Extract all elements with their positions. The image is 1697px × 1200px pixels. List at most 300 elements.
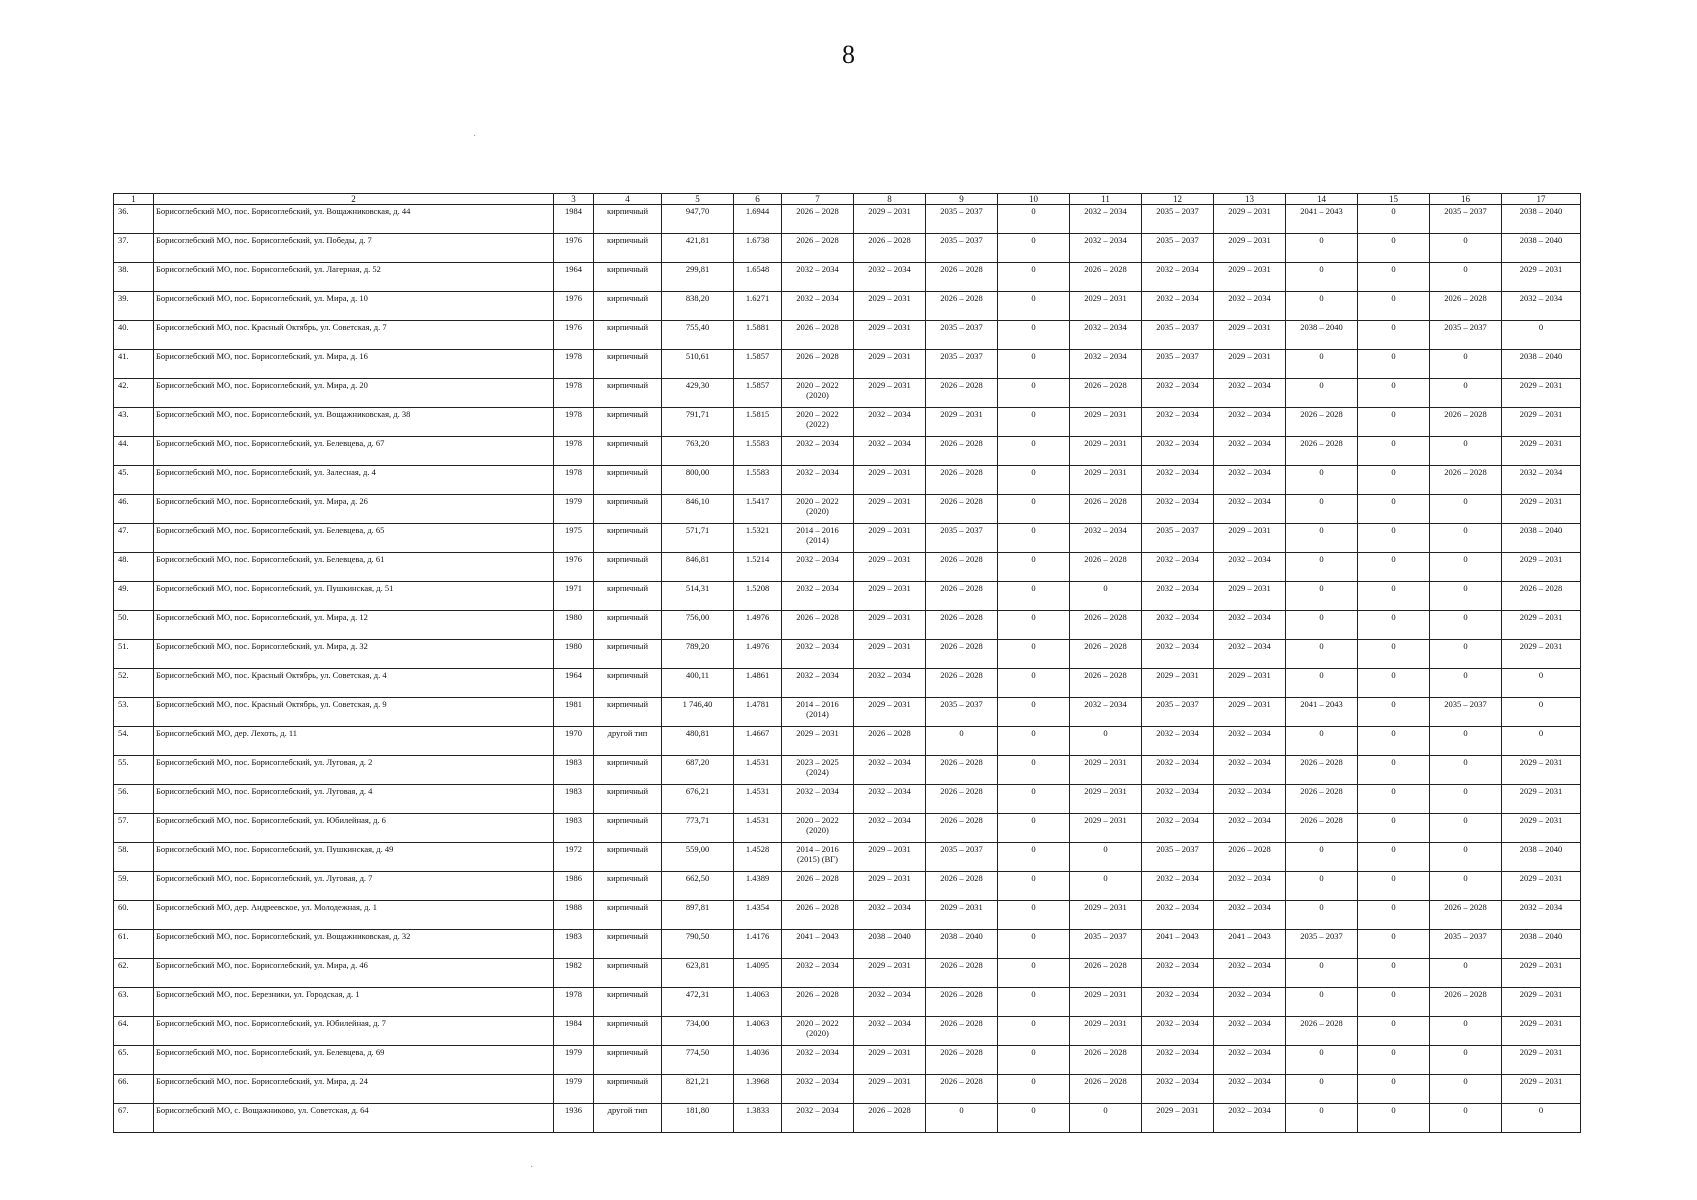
table-cell: 2026 – 2028 [782, 988, 854, 1017]
table-cell: 774,50 [662, 1046, 734, 1075]
table-cell: 2029 – 2031 [1502, 408, 1581, 437]
table-cell: 2029 – 2031 [1502, 872, 1581, 901]
table-cell: 0 [1430, 1104, 1502, 1133]
table-cell: 0 [1358, 988, 1430, 1017]
table-cell: кирпичный [594, 988, 662, 1017]
table-cell: 2029 – 2031 [1502, 959, 1581, 988]
table-cell: 1.4063 [734, 988, 782, 1017]
table-cell: 2029 – 2031 [1070, 756, 1142, 785]
table-cell: 1980 [554, 611, 594, 640]
table-cell: 2038 – 2040 [1502, 350, 1581, 379]
table-cell: 662,50 [662, 872, 734, 901]
table-cell: 0 [1286, 611, 1358, 640]
table-cell: кирпичный [594, 234, 662, 263]
column-header: 6 [734, 194, 782, 205]
table-cell: 2032 – 2034 [782, 1046, 854, 1075]
table-cell: 2029 – 2031 [1070, 814, 1142, 843]
column-header: 14 [1286, 194, 1358, 205]
table-cell: 2032 – 2034 [1142, 495, 1214, 524]
column-header: 7 [782, 194, 854, 205]
table-cell: 2026 – 2028 [1070, 1075, 1142, 1104]
table-cell: 2032 – 2034 [854, 437, 926, 466]
table-cell: 0 [998, 872, 1070, 901]
table-cell: 2032 – 2034 [1142, 959, 1214, 988]
table-cell: 472,31 [662, 988, 734, 1017]
table-cell: 1983 [554, 930, 594, 959]
table-cell: 0 [998, 785, 1070, 814]
table-cell: 1.4063 [734, 1017, 782, 1046]
table-row [114, 466, 1581, 495]
row-number-cell: 48. [114, 553, 154, 582]
table-cell: 0 [998, 669, 1070, 698]
table-cell: 2029 – 2031 [1502, 263, 1581, 292]
table-cell: 2032 – 2034 [854, 1017, 926, 1046]
row-number-cell: 57. [114, 814, 154, 843]
table-cell: 2020 – 2022 (2020) [782, 495, 854, 524]
table-cell: 2035 – 2037 [926, 234, 998, 263]
table-cell: 0 [1070, 582, 1142, 611]
table-cell: 2029 – 2031 [1214, 698, 1286, 727]
table-cell: 0 [1070, 1104, 1142, 1133]
table-cell: 2032 – 2034 [1070, 350, 1142, 379]
table-cell: 2029 – 2031 [854, 292, 926, 321]
table-cell: 2038 – 2040 [1502, 524, 1581, 553]
table-cell: 2026 – 2028 [1286, 814, 1358, 843]
table-cell: 2035 – 2037 [1430, 698, 1502, 727]
address-cell: Борисоглебский МО, пос. Борисоглебский, ул. Юбилейная, д. 6 [154, 814, 554, 843]
row-number-cell: 53. [114, 698, 154, 727]
row-number-cell: 54. [114, 727, 154, 756]
row-number-cell: 44. [114, 437, 154, 466]
table-cell: 2032 – 2034 [782, 640, 854, 669]
table-row [114, 437, 1581, 466]
table-cell: 1984 [554, 205, 594, 234]
table-cell: 2032 – 2034 [1502, 466, 1581, 495]
row-number-cell: 40. [114, 321, 154, 350]
table-cell: 0 [1358, 959, 1430, 988]
table-cell: 846,10 [662, 495, 734, 524]
table-cell: кирпичный [594, 350, 662, 379]
table-row [114, 1104, 1581, 1133]
table-cell: 0 [1358, 437, 1430, 466]
table-cell: 2029 – 2031 [1070, 1017, 1142, 1046]
table-cell: 2035 – 2037 [1142, 350, 1214, 379]
column-header: 10 [998, 194, 1070, 205]
row-number-cell: 60. [114, 901, 154, 930]
table-cell: 1976 [554, 321, 594, 350]
table-cell: 2032 – 2034 [782, 785, 854, 814]
table-row [114, 1046, 1581, 1075]
table-cell: 2026 – 2028 [1070, 669, 1142, 698]
table-cell: 0 [1358, 321, 1430, 350]
table-cell: 2026 – 2028 [782, 611, 854, 640]
table-body [114, 205, 1581, 1133]
table-cell: 2029 – 2031 [1502, 1046, 1581, 1075]
table-cell: 947,70 [662, 205, 734, 234]
table-cell: 0 [1358, 582, 1430, 611]
table-cell: кирпичный [594, 611, 662, 640]
table-cell: 2032 – 2034 [1214, 959, 1286, 988]
table-row [114, 263, 1581, 292]
table-cell: 2026 – 2028 [926, 292, 998, 321]
table-cell: 0 [1430, 1075, 1502, 1104]
table-cell: 1983 [554, 756, 594, 785]
table-cell: 2029 – 2031 [1142, 669, 1214, 698]
table-cell: 2029 – 2031 [1142, 1104, 1214, 1133]
address-cell: Борисоглебский МО, пос. Борисоглебский, ул. Мира, д. 46 [154, 959, 554, 988]
table-cell: 0 [1430, 611, 1502, 640]
table-row [114, 988, 1581, 1017]
table-cell: 2026 – 2028 [926, 466, 998, 495]
table-cell: 1978 [554, 408, 594, 437]
table-cell: 1.6944 [734, 205, 782, 234]
table-cell: 2029 – 2031 [854, 698, 926, 727]
table-cell: 2035 – 2037 [926, 698, 998, 727]
table-cell: 2032 – 2034 [1142, 379, 1214, 408]
table-cell: 2032 – 2034 [1214, 437, 1286, 466]
table-cell: 0 [998, 437, 1070, 466]
table-cell: 2029 – 2031 [1502, 1075, 1581, 1104]
table-cell: 0 [1286, 495, 1358, 524]
table-cell: 1984 [554, 1017, 594, 1046]
table-cell: 0 [1358, 350, 1430, 379]
table-cell: 2029 – 2031 [854, 379, 926, 408]
table-cell: 2026 – 2028 [926, 553, 998, 582]
table-cell: 2032 – 2034 [1142, 437, 1214, 466]
row-number-cell: 52. [114, 669, 154, 698]
table-cell: 0 [998, 495, 1070, 524]
table-cell: 2026 – 2028 [1430, 408, 1502, 437]
table-cell: 0 [998, 205, 1070, 234]
table-cell: 2032 – 2034 [1214, 901, 1286, 930]
address-cell: Борисоглебский МО, пос. Борисоглебский, ул. Мира, д. 32 [154, 640, 554, 669]
table-cell: 2026 – 2028 [1286, 1017, 1358, 1046]
table-cell: 480,81 [662, 727, 734, 756]
table-cell: 773,71 [662, 814, 734, 843]
row-number-cell: 63. [114, 988, 154, 1017]
table-cell: 1.4531 [734, 814, 782, 843]
table-row [114, 205, 1581, 234]
table-cell: кирпичный [594, 379, 662, 408]
table-cell: 1976 [554, 553, 594, 582]
table-cell: 1.5857 [734, 350, 782, 379]
table-cell: 0 [998, 959, 1070, 988]
table-cell: кирпичный [594, 843, 662, 872]
table-cell: 2032 – 2034 [1142, 640, 1214, 669]
table-cell: 2026 – 2028 [782, 234, 854, 263]
table-cell: 0 [1358, 756, 1430, 785]
table-row [114, 408, 1581, 437]
table-cell: 1975 [554, 524, 594, 553]
table-cell: 2026 – 2028 [1070, 495, 1142, 524]
table-cell: 421,81 [662, 234, 734, 263]
table-cell: 2035 – 2037 [1142, 698, 1214, 727]
table-cell: 2035 – 2037 [926, 350, 998, 379]
table-cell: 299,81 [662, 263, 734, 292]
table-cell: 2032 – 2034 [1070, 205, 1142, 234]
table-cell: 2020 – 2022 (2020) [782, 814, 854, 843]
table-cell: 2029 – 2031 [854, 524, 926, 553]
table-cell: 2026 – 2028 [926, 959, 998, 988]
address-cell: Борисоглебский МО, пос. Борисоглебский, ул. Победы, д. 7 [154, 234, 554, 263]
table-cell: 0 [1430, 785, 1502, 814]
address-cell: Борисоглебский МО, пос. Борисоглебский, ул. Мира, д. 26 [154, 495, 554, 524]
table-cell: 2026 – 2028 [1286, 408, 1358, 437]
table-cell: 2032 – 2034 [1142, 553, 1214, 582]
table-cell: 2029 – 2031 [1502, 611, 1581, 640]
table-cell: 2029 – 2031 [1214, 234, 1286, 263]
table-row [114, 930, 1581, 959]
table-cell: 2035 – 2037 [1430, 930, 1502, 959]
table-cell: 2032 – 2034 [1142, 1046, 1214, 1075]
table-cell: 2032 – 2034 [1214, 640, 1286, 669]
table-cell: 2026 – 2028 [1430, 901, 1502, 930]
table-cell: кирпичный [594, 466, 662, 495]
table-cell: кирпичный [594, 756, 662, 785]
address-cell: Борисоглебский МО, пос. Красный Октябрь, ул. Советская, д. 7 [154, 321, 554, 350]
table-row [114, 727, 1581, 756]
table-cell: 1964 [554, 669, 594, 698]
table-cell: 429,30 [662, 379, 734, 408]
table-row [114, 698, 1581, 727]
table-cell: 2029 – 2031 [1214, 669, 1286, 698]
table-cell: 2032 – 2034 [1214, 553, 1286, 582]
table-cell: 755,40 [662, 321, 734, 350]
table-cell: 2032 – 2034 [1502, 901, 1581, 930]
table-cell: 2026 – 2028 [782, 205, 854, 234]
table-cell: 0 [1430, 959, 1502, 988]
table-cell: 2029 – 2031 [854, 553, 926, 582]
address-cell: Борисоглебский МО, пос. Борисоглебский, ул. Белевцева, д. 67 [154, 437, 554, 466]
row-number-cell: 64. [114, 1017, 154, 1046]
table-cell: 2038 – 2040 [1502, 930, 1581, 959]
row-number-cell: 66. [114, 1075, 154, 1104]
table-cell: 2041 – 2043 [1142, 930, 1214, 959]
table-cell: 2029 – 2031 [782, 727, 854, 756]
table-cell: 0 [1286, 582, 1358, 611]
table-cell: 2032 – 2034 [1070, 524, 1142, 553]
table-cell: 2026 – 2028 [1502, 582, 1581, 611]
table-cell: 2026 – 2028 [1286, 437, 1358, 466]
table-cell: 2032 – 2034 [1214, 756, 1286, 785]
address-cell: Борисоглебский МО, пос. Борисоглебский, ул. Юбилейная, д. 7 [154, 1017, 554, 1046]
table-cell: 0 [998, 553, 1070, 582]
table-cell: другой тип [594, 1104, 662, 1133]
address-cell: Борисоглебский МО, пос. Борисоглебский, ул. Мира, д. 12 [154, 611, 554, 640]
table-cell: 1.6548 [734, 263, 782, 292]
table-cell: 1.5881 [734, 321, 782, 350]
table-cell: 2029 – 2031 [854, 1046, 926, 1075]
table-cell: 0 [998, 466, 1070, 495]
table-cell: 2029 – 2031 [854, 640, 926, 669]
table-cell: 0 [1358, 553, 1430, 582]
table-cell: 2032 – 2034 [782, 669, 854, 698]
table-cell: 1.4667 [734, 727, 782, 756]
table-cell: 0 [1286, 1046, 1358, 1075]
table-cell: 1979 [554, 495, 594, 524]
table-cell: 2032 – 2034 [854, 785, 926, 814]
table-cell: 2032 – 2034 [854, 669, 926, 698]
row-number-cell: 59. [114, 872, 154, 901]
table-cell: 1980 [554, 640, 594, 669]
table-row [114, 292, 1581, 321]
table-cell: 2026 – 2028 [926, 263, 998, 292]
table-cell: 0 [1286, 524, 1358, 553]
table-cell: 0 [998, 263, 1070, 292]
table-cell: 1976 [554, 292, 594, 321]
address-cell: Борисоглебский МО, пос. Березники, ул. Городская, д. 1 [154, 988, 554, 1017]
address-cell: Борисоглебский МО, пос. Борисоглебский, ул. Луговая, д. 4 [154, 785, 554, 814]
address-cell: Борисоглебский МО, пос. Борисоглебский, ул. Залесная, д. 4 [154, 466, 554, 495]
table-row [114, 872, 1581, 901]
table-cell: 2026 – 2028 [1430, 466, 1502, 495]
table-cell: 1.6738 [734, 234, 782, 263]
table-cell: 2032 – 2034 [1214, 988, 1286, 1017]
table-cell: 0 [1286, 379, 1358, 408]
table-cell: 2026 – 2028 [926, 611, 998, 640]
table-cell: 1.5583 [734, 437, 782, 466]
table-cell: 0 [1430, 379, 1502, 408]
table-cell: 1.4976 [734, 640, 782, 669]
table-cell: 1.6271 [734, 292, 782, 321]
table-cell: 2032 – 2034 [782, 553, 854, 582]
table-cell: кирпичный [594, 321, 662, 350]
table-row [114, 553, 1581, 582]
address-cell: Борисоглебский МО, пос. Борисоглебский, ул. Белевцева, д. 65 [154, 524, 554, 553]
table-cell: 2035 – 2037 [926, 524, 998, 553]
table-cell: 2026 – 2028 [926, 495, 998, 524]
table-cell: 2026 – 2028 [854, 234, 926, 263]
table-cell: кирпичный [594, 495, 662, 524]
table-cell: 0 [998, 611, 1070, 640]
table-cell: 0 [998, 379, 1070, 408]
address-cell: Борисоглебский МО, пос. Борисоглебский, ул. Белевцева, д. 61 [154, 553, 554, 582]
table-cell: 0 [1430, 756, 1502, 785]
table-cell: 1976 [554, 234, 594, 263]
table-cell: 1.5815 [734, 408, 782, 437]
table-row [114, 321, 1581, 350]
table-cell: 0 [998, 1046, 1070, 1075]
table-cell: 2029 – 2031 [1070, 292, 1142, 321]
table-cell: 0 [998, 582, 1070, 611]
table-cell: 2026 – 2028 [1070, 959, 1142, 988]
row-number-cell: 36. [114, 205, 154, 234]
table-cell: 0 [1358, 901, 1430, 930]
row-number-cell: 45. [114, 466, 154, 495]
table-row [114, 379, 1581, 408]
table-cell: 0 [998, 988, 1070, 1017]
table-cell: 2029 – 2031 [1070, 988, 1142, 1017]
table-row [114, 901, 1581, 930]
table-cell: 0 [1358, 1104, 1430, 1133]
table-cell: 2032 – 2034 [1142, 872, 1214, 901]
table-cell: 2032 – 2034 [1214, 292, 1286, 321]
table-cell: 0 [1070, 727, 1142, 756]
table-cell: 2032 – 2034 [854, 756, 926, 785]
table-cell: 2029 – 2031 [1214, 350, 1286, 379]
address-cell: Борисоглебский МО, пос. Борисоглебский, ул. Мира, д. 16 [154, 350, 554, 379]
table-cell: 0 [926, 727, 998, 756]
table-cell: 1.5583 [734, 466, 782, 495]
table-cell: 0 [1358, 234, 1430, 263]
table-cell: 2029 – 2031 [1070, 466, 1142, 495]
table-cell: 0 [1430, 495, 1502, 524]
table-cell: 790,50 [662, 930, 734, 959]
table-cell: 2026 – 2028 [926, 379, 998, 408]
table-cell: 1982 [554, 959, 594, 988]
table-cell: 2029 – 2031 [854, 495, 926, 524]
address-cell: Борисоглебский МО, пос. Борисоглебский, ул. Пушкинская, д. 51 [154, 582, 554, 611]
table-cell: 1979 [554, 1075, 594, 1104]
table-cell: 0 [1286, 843, 1358, 872]
table-cell: 2029 – 2031 [1502, 988, 1581, 1017]
table-cell: 2029 – 2031 [1502, 1017, 1581, 1046]
table-cell: 1.4531 [734, 756, 782, 785]
address-cell: Борисоглебский МО, пос. Борисоглебский, ул. Лагерная, д. 52 [154, 263, 554, 292]
table-cell: 2029 – 2031 [1214, 321, 1286, 350]
table-cell: 2029 – 2031 [854, 959, 926, 988]
table-cell: 0 [1430, 727, 1502, 756]
table-cell: кирпичный [594, 930, 662, 959]
table-cell: 0 [1286, 669, 1358, 698]
table-cell: 2032 – 2034 [1142, 785, 1214, 814]
table-cell: 1.5321 [734, 524, 782, 553]
table-cell: 0 [1358, 524, 1430, 553]
table-cell: 2026 – 2028 [1286, 785, 1358, 814]
table-cell: 0 [1286, 640, 1358, 669]
table-cell: 0 [1502, 1104, 1581, 1133]
table-row [114, 959, 1581, 988]
column-header: 17 [1502, 194, 1581, 205]
table-cell: 687,20 [662, 756, 734, 785]
table-cell: 1978 [554, 988, 594, 1017]
table-cell: 2035 – 2037 [926, 205, 998, 234]
table-cell: 2032 – 2034 [782, 959, 854, 988]
table-cell: 0 [926, 1104, 998, 1133]
table-cell: 2035 – 2037 [1142, 843, 1214, 872]
row-number-cell: 65. [114, 1046, 154, 1075]
table-cell: 821,21 [662, 1075, 734, 1104]
table-cell: 2032 – 2034 [1142, 582, 1214, 611]
table-cell: 2026 – 2028 [926, 756, 998, 785]
table-cell: 2029 – 2031 [1070, 785, 1142, 814]
address-cell: Борисоглебский МО, пос. Борисоглебский, ул. Мира, д. 24 [154, 1075, 554, 1104]
table-cell: 2029 – 2031 [854, 466, 926, 495]
table-cell: кирпичный [594, 872, 662, 901]
address-cell: Борисоглебский МО, пос. Борисоглебский, ул. Мира, д. 20 [154, 379, 554, 408]
table-cell: 1.5214 [734, 553, 782, 582]
table-cell: 510,61 [662, 350, 734, 379]
table-cell: 0 [1286, 350, 1358, 379]
table-cell: 0 [1286, 988, 1358, 1017]
table-cell: 2026 – 2028 [926, 437, 998, 466]
table-cell: 2029 – 2031 [1214, 582, 1286, 611]
table-cell: 0 [998, 843, 1070, 872]
table-cell: 0 [1286, 1104, 1358, 1133]
table-cell: 0 [1430, 872, 1502, 901]
table-cell: 2029 – 2031 [1070, 408, 1142, 437]
table-cell: 2035 – 2037 [1142, 205, 1214, 234]
page-number: 8 [842, 40, 855, 69]
table-cell: 2026 – 2028 [1070, 1046, 1142, 1075]
table-cell: 2032 – 2034 [1214, 466, 1286, 495]
table-cell: 2032 – 2034 [1214, 1075, 1286, 1104]
table-cell: 2038 – 2040 [854, 930, 926, 959]
table-cell: 2029 – 2031 [1502, 640, 1581, 669]
table-cell: 0 [1286, 234, 1358, 263]
table-cell: 2029 – 2031 [854, 582, 926, 611]
table-cell: 2032 – 2034 [782, 292, 854, 321]
